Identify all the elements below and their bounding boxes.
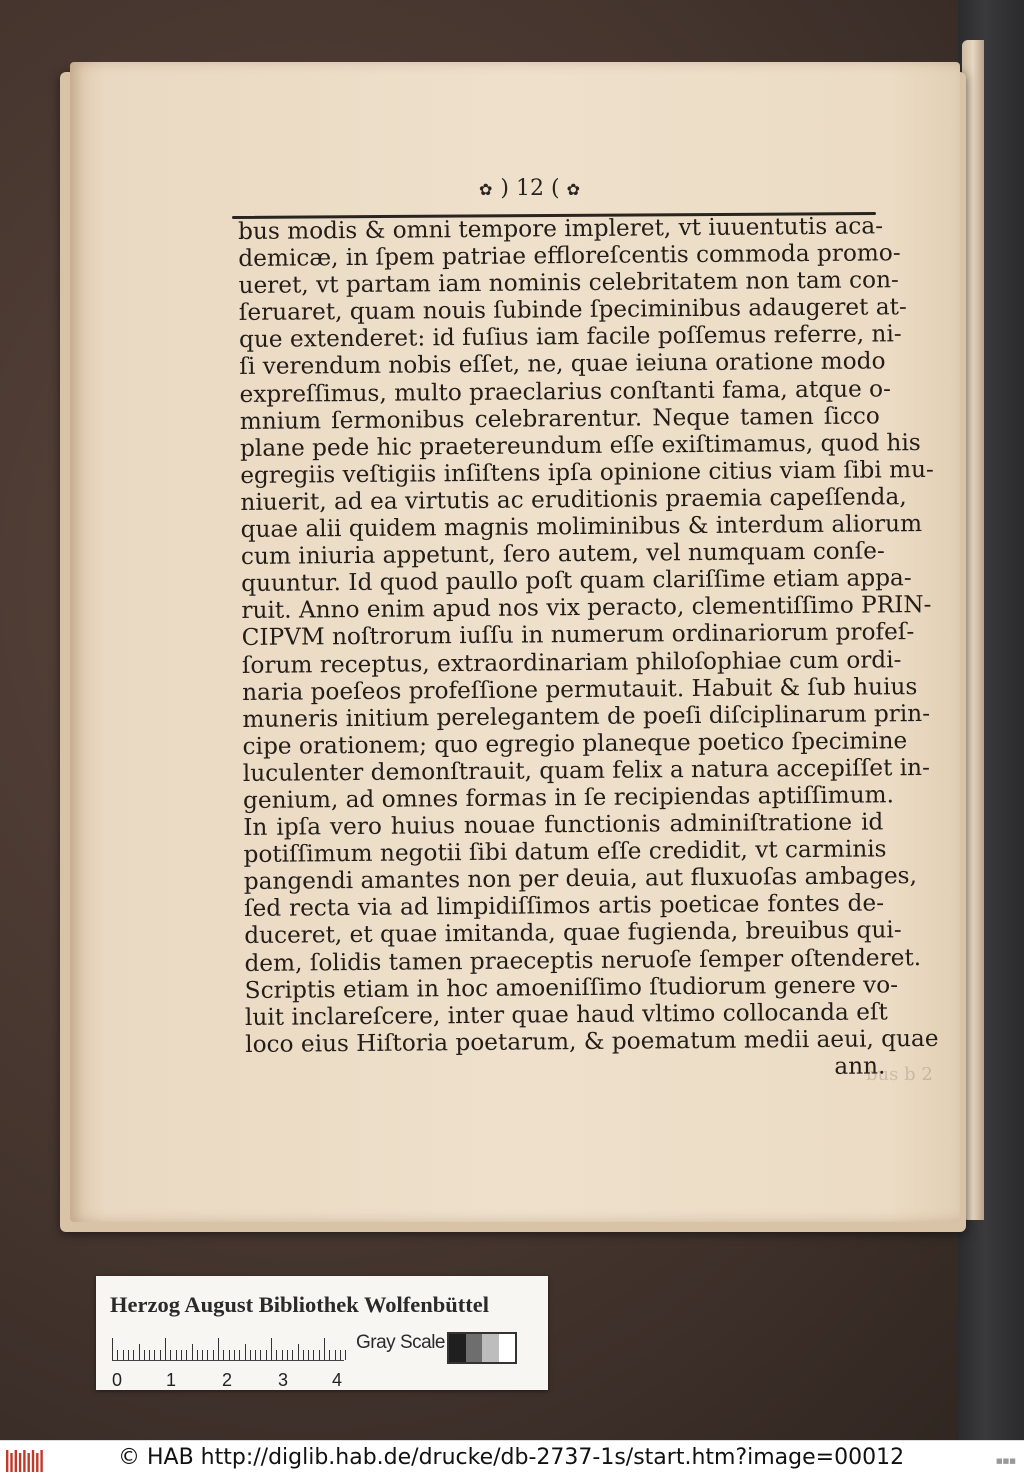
ruler-tick xyxy=(229,1350,230,1360)
page-header xyxy=(380,176,680,210)
text-line: quae alii quidem magnis moliminibus & interdum aliorum xyxy=(240,510,923,544)
ruler-tick xyxy=(154,1350,155,1360)
logo-bar xyxy=(6,1450,8,1472)
ruler-tick xyxy=(112,1338,113,1360)
text-line: duceret, et quae imitanda, quae fugienda, breuibus qui- xyxy=(244,916,902,950)
text-line: ſeruaret, quam nouis ſubinde ſpeciminibus adaugeret at- xyxy=(238,293,907,327)
ruler-number-4: 4 xyxy=(332,1370,343,1390)
hab-logo-icon xyxy=(4,1447,46,1475)
ruler-tick xyxy=(271,1338,272,1360)
text-line: CIPVM noſtrorum iuſſu in numerum ordinariorum profeſ- xyxy=(241,618,915,652)
text-line: egregiis veſtigiis inſiſtens ipſa opinione citius viam ſibi mu- xyxy=(240,455,934,489)
ruler-tick xyxy=(329,1350,330,1360)
text-line: ſorum receptus, extraordinariam philoſophiae cum ordi- xyxy=(241,645,902,679)
bleed-through-text: bus b 2 xyxy=(866,1064,933,1085)
gray-scale-swatch xyxy=(447,1332,517,1364)
ruler-tick xyxy=(292,1350,293,1360)
ruler-tick xyxy=(207,1350,208,1360)
library-name: Herzog August Bibliothek Wolfenbüttel xyxy=(110,1292,489,1317)
footer-copyright-url[interactable]: © HAB http://diglib.hab.de/drucke/db-2737-1s/start.htm?image=00012 xyxy=(118,1445,905,1470)
text-line: ueret, vt partam iam nominis celebritatem non tam con- xyxy=(238,266,899,300)
logo-bar xyxy=(28,1453,30,1472)
ruler-tick xyxy=(197,1350,198,1360)
ruler-number-1: 1 xyxy=(166,1370,177,1390)
text-line: Scriptis etiam in hoc amoeniſſimo ſtudiorum genere vo- xyxy=(244,970,899,1004)
text-line: plane pede hic praetereundum eſſe exiſtimamus, quod his xyxy=(239,428,921,462)
ruler-number-2: 2 xyxy=(222,1370,233,1390)
ruler-tick xyxy=(176,1350,177,1360)
logo-bar xyxy=(40,1450,42,1472)
ruler-tick xyxy=(202,1350,203,1360)
ruler-tick xyxy=(234,1350,235,1360)
ruler-tick xyxy=(123,1350,124,1360)
ruler-tick xyxy=(282,1350,283,1360)
ruler-tick xyxy=(276,1350,277,1360)
page-number: ) 12 ( xyxy=(500,176,560,201)
text-line: ſi verendum nobis eſſet, ne, quae ieiuna oratione modo xyxy=(239,347,886,381)
gray-patch xyxy=(499,1334,516,1362)
ruler-tick xyxy=(340,1350,341,1360)
ruler-tick xyxy=(266,1350,267,1360)
catchword: ann. xyxy=(834,1052,886,1080)
footer-bar xyxy=(0,1440,1024,1480)
ruler-tick xyxy=(144,1350,145,1360)
text-line: ruit. Anno enim apud nos vix peracto, clementiſſimo PRIN- xyxy=(241,591,932,625)
logo-bar xyxy=(32,1450,34,1472)
ruler-tick xyxy=(313,1350,314,1360)
gray-patch xyxy=(482,1334,499,1362)
text-line: naria poeſeos profeſſione permutauit. Habuit & ſub huius xyxy=(242,672,918,706)
text-line: expreſſimus, multo praeclarius conſtanti fama, atque o- xyxy=(239,374,892,408)
text-line: luit inclareſcere, inter quae haud vltimo collocanda eſt xyxy=(244,998,888,1031)
ruler-tick xyxy=(186,1350,187,1360)
ruler-tick xyxy=(324,1338,325,1360)
text-line: loco eius Hiſtoria poetarum, & poematum medii aeui, quae xyxy=(245,1024,939,1058)
text-line: muneris initium perelegantem de poeſi diſciplinarum prin- xyxy=(242,699,931,733)
text-line: ſed recta via ad limpidiſſimos artis poeticae fontes de- xyxy=(243,889,885,923)
ruler-tick xyxy=(255,1350,256,1360)
library-color-card xyxy=(96,1276,548,1390)
ruler-tick xyxy=(192,1344,193,1360)
ruler-tick xyxy=(239,1350,240,1360)
ruler-tick xyxy=(223,1350,224,1360)
ornament-right-icon: ✿ xyxy=(566,180,581,199)
ruler-tick xyxy=(165,1338,166,1360)
scale-ruler xyxy=(112,1334,344,1364)
text-line: genium, ad omnes formas in ſe recipiendas aptiſſimum. xyxy=(242,781,895,814)
gray-patch xyxy=(466,1334,483,1362)
text-line: In ipſa vero huius nouae functionis adminiſtratione id xyxy=(243,808,884,842)
ruler-tick xyxy=(250,1350,251,1360)
ruler-tick xyxy=(139,1344,140,1360)
ruler-tick xyxy=(287,1350,288,1360)
text-line: bus modis & omni tempore impleret, vt iuuentutis aca- xyxy=(238,212,884,245)
text-line: dem, ſolidis tamen praeceptis neruoſe ſemper oſtenderet. xyxy=(244,943,922,977)
ruler-baseline xyxy=(112,1360,344,1361)
text-line: niuerit, ad ea virtutis ac eruditionis praemia capeſſenda, xyxy=(240,483,907,516)
ruler-tick xyxy=(170,1350,171,1360)
text-line: potiſſimum negotii ſibi datum eſſe credidit, vt carminis xyxy=(243,835,887,869)
ruler-tick xyxy=(133,1350,134,1360)
gray-scale-label: Gray Scale xyxy=(356,1332,445,1353)
ruler-tick xyxy=(181,1350,182,1360)
text-line: cipe orationem; quo egregio planeque poetico ſpecimine xyxy=(242,726,908,760)
ruler-tick xyxy=(335,1350,336,1360)
text-line: demicæ, in ſpem patriae effloreſcentis commoda promo- xyxy=(238,239,901,273)
ruler-tick xyxy=(319,1350,320,1360)
ruler-tick xyxy=(298,1344,299,1360)
ruler-tick xyxy=(117,1350,118,1360)
text-line: cum iniuria appetunt, ſero autem, vel numquam conſe- xyxy=(240,537,885,571)
logo-bar xyxy=(36,1453,38,1472)
logo-bar xyxy=(15,1450,17,1472)
ruler-tick xyxy=(149,1350,150,1360)
ruler-number-3: 3 xyxy=(278,1370,289,1390)
ruler-tick xyxy=(303,1350,304,1360)
ruler-tick xyxy=(345,1350,346,1360)
text-line: quuntur. Id quod paullo poſt quam clariſſime etiam appa- xyxy=(241,564,912,598)
ruler-tick xyxy=(160,1350,161,1360)
gray-patch xyxy=(449,1334,466,1362)
text-line: luculenter demonſtrauit, quam felix a natura accepiſſet in- xyxy=(242,753,931,787)
ruler-tick xyxy=(245,1344,246,1360)
ruler-tick xyxy=(218,1338,219,1360)
text-line: que extenderet: id fuſius iam facile poſſemus referre, ni- xyxy=(238,320,902,354)
ruler-number-0: 0 xyxy=(112,1370,123,1390)
ruler-tick xyxy=(128,1350,129,1360)
footer-mark: ■■■ xyxy=(996,1457,1016,1465)
ornament-left-icon: ✿ xyxy=(479,180,494,199)
ruler-tick xyxy=(213,1350,214,1360)
ruler-tick xyxy=(308,1350,309,1360)
text-line: mnium ſermonibus celebrarentur. Neque tamen ſicco xyxy=(239,402,880,435)
logo-bar xyxy=(10,1453,12,1472)
logo-bar xyxy=(19,1453,21,1472)
logo-bar xyxy=(23,1450,25,1472)
text-line: pangendi amantes non per deuia, aut fluxuoſas ambages, xyxy=(243,862,918,896)
ruler-tick xyxy=(260,1350,261,1360)
